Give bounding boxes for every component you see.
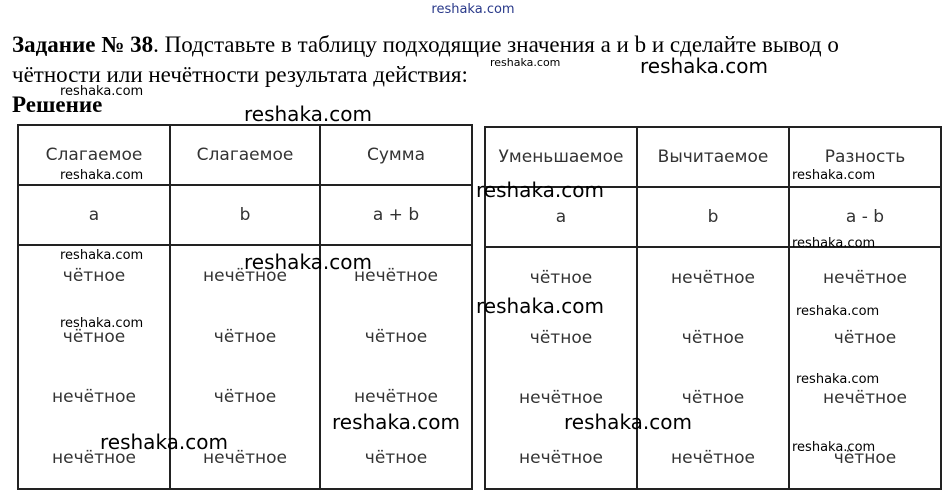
variable-cell: b [170, 185, 320, 245]
header-cell: Слагаемое [18, 125, 170, 185]
parity-cell: нечётное [320, 367, 472, 427]
watermark: reshaka.com [476, 178, 604, 202]
parity-cell: чётное [789, 308, 941, 368]
watermark: reshaka.com [244, 102, 372, 126]
watermark: reshaka.com [796, 304, 880, 319]
table-row [485, 428, 941, 489]
variable-cell: a [485, 187, 637, 247]
parity-cell: нечётное [637, 247, 789, 308]
header-cell: Сумма [320, 125, 472, 185]
parity-cell: чётное [320, 307, 472, 367]
header-cell: Разность [789, 127, 941, 187]
variable-cell: a [18, 185, 170, 245]
watermark: reshaka.com [244, 250, 372, 274]
header-cell: Уменьшаемое [485, 127, 637, 187]
header-cell: Слагаемое [170, 125, 320, 185]
task-text: . Подставьте в таблицу подходящие значения a и b и сделайте вывод о чётности или нечётности результата действия: [12, 32, 839, 87]
parity-cell: нечётное [18, 367, 170, 427]
parity-cell: чётное [637, 368, 789, 428]
watermark: reshaka.com [476, 294, 604, 318]
watermark: reshaka.com [792, 440, 876, 455]
watermark: reshaka.com [60, 84, 144, 99]
parity-cell: нечётное [485, 428, 637, 489]
header-cell: Вычитаемое [637, 127, 789, 187]
watermark: reshaka.com [490, 56, 561, 69]
variable-cell: a + b [320, 185, 472, 245]
task-label: Задание № 38 [12, 32, 154, 57]
watermark: reshaka.com [796, 372, 880, 387]
watermark: reshaka.com [564, 410, 692, 434]
variable-cell: b [637, 187, 789, 247]
watermark: reshaka.com [60, 316, 144, 331]
solution-heading: Решение [12, 92, 103, 117]
watermark: reshaka.com [792, 168, 876, 183]
parity-cell: чётное [485, 247, 637, 308]
watermark: reshaka.com [640, 54, 768, 78]
parity-cell: чётное [170, 367, 320, 427]
watermark: reshaka.com [100, 430, 228, 454]
site-header-url[interactable]: reshaka.com [431, 2, 515, 17]
parity-cell: чётное [320, 427, 472, 489]
parity-cell: нечётное [18, 427, 170, 489]
parity-cell: нечётное [320, 245, 472, 307]
task-statement [12, 30, 922, 90]
parity-cell: чётное [170, 307, 320, 367]
parity-cell: нечётное [170, 245, 320, 307]
parity-cell: чётное [18, 307, 170, 367]
table-row [18, 427, 472, 489]
parity-cell: чётное [789, 428, 941, 489]
parity-cell: нечётное [789, 368, 941, 428]
watermark: reshaka.com [332, 410, 460, 434]
parity-cell: чётное [637, 308, 789, 368]
parity-cell: нечётное [789, 247, 941, 308]
parity-cell: чётное [18, 245, 170, 307]
watermark: reshaka.com [60, 248, 144, 263]
parity-cell: нечётное [637, 428, 789, 489]
watermark: reshaka.com [60, 168, 144, 183]
watermark: reshaka.com [792, 236, 876, 251]
parity-cell: нечётное [485, 368, 637, 428]
parity-cell: чётное [485, 308, 637, 368]
parity-cell: нечётное [170, 427, 320, 489]
variable-cell: a - b [789, 187, 941, 247]
